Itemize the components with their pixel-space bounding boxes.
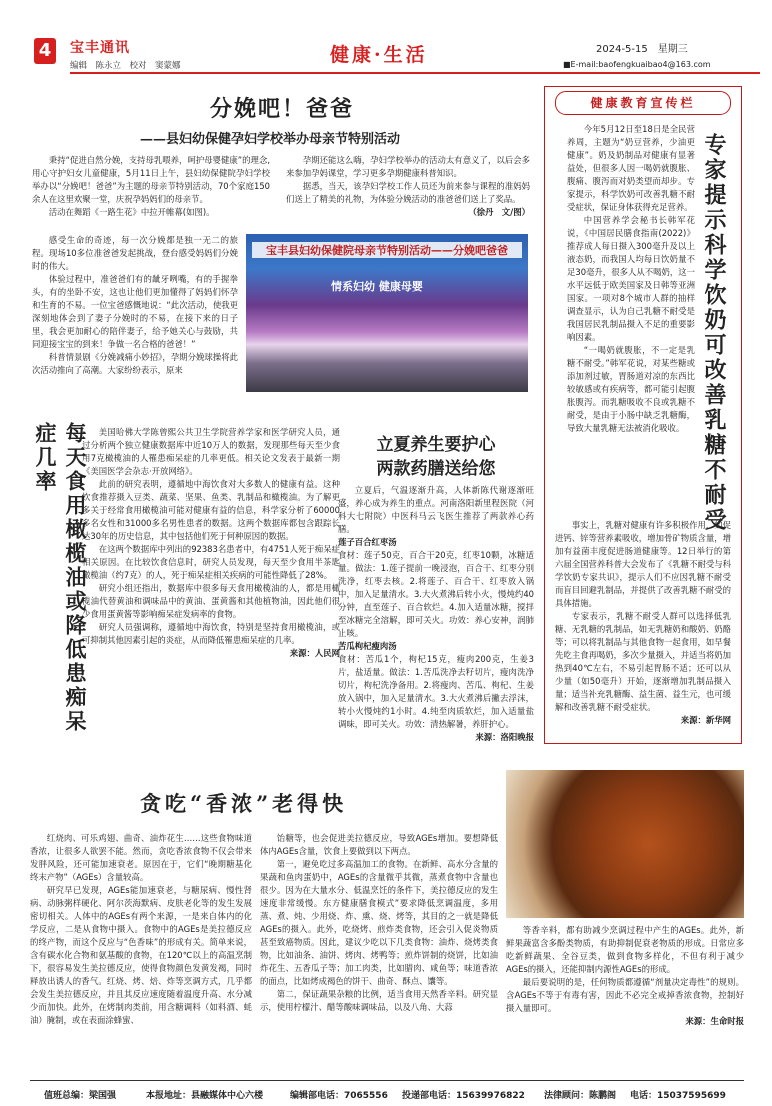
article-childbirth — [30, 84, 534, 414]
paragraph: 孕期还能这么嗨，孕妇学校举办的活动太有意义了，以后会多来参加孕妈课堂，学习更多孕期健康科普知识。 — [286, 155, 530, 178]
article4-title: 贪吃“香浓”老得快 — [140, 791, 348, 816]
paragraph: 秉持“促进自然分娩，支持母乳喂养，呵护母婴健康”的理念,用心守护妇女儿童健康，5月11日上午，县妇幼保健院孕妇学校举办以“分娩吧！爸爸”为主题的母亲节特别活动，70个家庭150余人在这里欢聚一堂，庆祝孕妈妈们的母亲节。 — [32, 155, 270, 204]
paragraph: 专家表示，乳糖不耐受人群可以选择低乳糖、无乳糖的乳制品，如无乳糖奶和酸奶、奶酪等；可以将乳制品与其他食物一起食用，如早餐先吃主食再喝奶，多次少量摄入，并适当将奶加热到40℃左右，不易引起胃肠不适；还可以从少量（如50毫升）开始，逐渐增加乳制品摄入量；适当补充乳糖酶、益生菌、益生元，也可缓解和改善乳糖不耐受症状。 — [555, 611, 731, 712]
paragraph: 饴糖等，也会促进美拉德反应，导致AGEs增加。要想降低体内AGEs含量，饮食上要做到以下两点。 — [260, 833, 498, 856]
sidebar-health-column — [544, 86, 742, 744]
photo-sign: 情系妇幼 健康母婴 — [331, 280, 423, 293]
paragraph: 食材：苦瓜1个，枸杞15克，瘦肉200克，生姜3片，盐适量。做法：1.苦瓜洗净去籽切片，瘦肉洗净切片，枸杞洗净备用。2.将瘦肉、苦瓜、枸杞、生姜放入锅中，加入足量清水。3.大火煮沸后撇去浮沫，转小火慢炖约1小时。4.纯至肉质软烂，加入适量盐调味，即可关火。功效：清热解暑，养肝护心。 — [338, 654, 534, 729]
sidebar-header — [555, 91, 731, 115]
section-title: 健康·生活 — [330, 44, 428, 66]
editors: 编辑 陈永立 校对 窦蒙娜 — [70, 61, 181, 71]
page-header — [0, 0, 772, 74]
sidebar-source: 来源：新华网 — [680, 715, 731, 725]
recipe1-name: 莲子百合红枣汤 — [338, 537, 397, 547]
paragraph: 第二，保证蔬果杂粮的比例，适当食用天然香辛料。研究显示，使用柠檬汁、醋等酸味调味品，以及八角、大蒜 — [260, 989, 498, 1012]
article3-title-line2: 两款药膳送给您 — [376, 459, 496, 479]
recipe2-name: 苦瓜枸杞瘦肉汤 — [338, 641, 397, 651]
paragraph: 感受生命的奇迹，每一次分娩都是独一无二的旅程。现场10多位准爸爸发起挑战，登台感受妈妈们分娩时的伟大。 — [32, 235, 238, 271]
page-footer — [0, 1080, 772, 1106]
sidebar-header-text: 健康教育宣传栏 — [590, 96, 696, 110]
paragraph: 研究人员强调称，遵循地中海饮食，特别是坚持食用橄榄油，或可抑制其他因素引起的炎症，从而降低罹患痴呆症的几率。 — [82, 622, 340, 645]
footer-editorial-phone: 编辑部电话：7065556 — [290, 1091, 388, 1101]
article3-source: 来源：洛阳晚报 — [475, 732, 534, 742]
paragraph: 等香辛料，都有助减少烹调过程中产生的AGEs。此外，新鲜果蔬富含多酚类物质，有助抑制促衰老物质的形成。日常应多吃新鲜蔬果、全谷豆类，做到食物多样化，不但有利于减少AGEs的摄入，还能抑制内源性AGEs的形成。 — [506, 925, 744, 974]
footer-legal-phone: 电话：15037595699 — [630, 1091, 726, 1101]
article3-title-line1: 立夏养生要护心 — [376, 435, 496, 455]
article-ages — [30, 766, 744, 1066]
article1-byline: （徐丹 文/图） — [468, 207, 530, 217]
paper-name: 宝丰通讯 — [70, 40, 130, 56]
article4-source: 来源：生命时报 — [685, 1016, 744, 1026]
paragraph: 中国营养学会秘书长韩军花说，《中国居民膳食指南(2022)》推荐成人每日摄入300毫升及以上液态奶，而我国人均每日饮奶量不足30毫升，很多人从不喝奶，这一水平远低于欧美国家及日韩等亚洲国家。一项对8个城市人群的抽样调查显示，认为自己乳糖不耐受是我国居民乳制品摄入不足的重要影响因素。 — [567, 215, 695, 342]
footer-delivery-phone: 投递部电话：15639976822 — [402, 1091, 525, 1101]
paragraph: 研究小组还指出，数据库中很多每天食用橄榄油的人，都是用橄榄油代替黄油和调味品中的黄油、蛋黄酱和其他植物油，因此他们很少食用蛋黄酱等影响痴呆症发病率的食物。 — [82, 583, 340, 619]
article2-title: 每天食用橄榄油或降低患痴呆症几率 — [33, 422, 88, 734]
paragraph: 食材：莲子50克，百合干20克，红枣10颗，冰糖适量。做法：1.莲子提前一晚浸泡，百合干、红枣分别洗净，红枣去核。2.将莲子、百合干、红枣放入锅中，加入足量清水。3.大火煮沸后转小火，慢炖约40分钟，直至莲子、百合软烂。4.加入适量冰糖，搅拌至冰糖完全溶解，即可关火。功效：养心安神，润肺止咳。 — [338, 550, 534, 638]
email: ■E-mail:baofengkuaibao4@163.com — [563, 60, 711, 69]
article4-col2 — [260, 832, 498, 1014]
header-rule — [70, 72, 760, 74]
article1-subtitle: ——县妇幼保健孕妇学校举办母亲节特别活动 — [140, 132, 401, 147]
article2-source: 来源：人民网 — [289, 648, 340, 658]
footer-rule — [30, 1080, 744, 1081]
paragraph: 最后要说明的是，任何物质都遵循“剂量决定毒性”的规则。含AGEs不等于有毒有害，因此不必完全戒掉香浓食物，控制好摄入量即可。 — [506, 977, 744, 1013]
page-number: 4 — [34, 38, 56, 64]
article-summer-diet — [338, 422, 534, 744]
paragraph: 科普情景剧《分娩减痛小妙招》，孕期分娩球操将此次活动推向了高潮。大家纷纷表示，原来 — [32, 352, 238, 375]
event-photo — [246, 234, 528, 392]
article3-body — [338, 484, 534, 744]
article2-body — [82, 426, 340, 660]
footer-legal: 法律顾问：陈鹏阁 — [544, 1091, 617, 1101]
paragraph: 此前的研究表明，遵循地中海饮食对大多数人的健康有益。这种饮食推荐摄入豆类、蔬菜、坚果、鱼类、乳制品和橄榄油。为了解更多关于经常食用橄榄油可能对健康有益的信息，科学家分析了60000多名女性和31000多名男性患者的数据。这两个数据库都包含跟踪长达30年的历史信息，其中包括他们死于何种原因的数据。 — [82, 479, 340, 541]
article4-col1 — [30, 832, 252, 1027]
paragraph: 研究早已发现，AGEs能加速衰老，与糖尿病、慢性肾病、动脉粥样硬化、阿尔茨海默病、皮肤老化等的发生发展密切相关。人体中的AGEs有两个来源，一是来自体内的化学反应，二是从食物中摄入。食物中的AGEs是美拉德反应的终产物，而这个反应与“色香味”的形成有关。简单来说，含有碳水化合物和氨基酸的食物，在120℃以上的高温烹制下，很容易发生美拉德反应，使得食物颜色发黄发褐，同时释放出诱人的香气。红烧、烤、焙、炸等烹调方式，几乎都会发生美拉德反应，并且其反应速度随着温度升高、水分减少而加快。此外，在烤制肉类前，用含糖调料（如料酒、蚝油）腌制，或在表面涂蜂蜜、 — [30, 885, 252, 1025]
paragraph: 活动在舞蹈《一路生花》中拉开帷幕(如图)。 — [48, 207, 215, 217]
article1-title: 分娩吧！爸爸 — [209, 96, 354, 122]
footer-address: 本报地址：县融媒体中心六楼 — [146, 1091, 264, 1101]
paragraph: 今年5月12日至18日是全民营养周，主题为“奶豆营养，少油更健康”。奶及奶制品对健康有显著益处，但很多人因一喝奶就腹胀、腹痛、腹泻而对奶类望而却步。专家提示，科学饮奶可改善乳糖不耐受症状，保证身体获得充足营养。 — [567, 124, 695, 212]
paragraph: 第一，避免吃过多高温加工的食物。在新鲜、高水分含量的果蔬和鱼肉蛋奶中，AGEs的含量微乎其微，蒸煮食物中含量也很少。因为在大量水分、低温烹饪的条件下，美拉德反应的发生速度非常缓慢。东方健康膳食模式”要求降低烹调温度，多用蒸、煮、炖、少用烧、炸、熏、烧、烤等，其目的之一就是降低AGEs的摄入。此外，吃烧烤、煎炸类食物，还会引入促炎物质甚至致癌物质。因此，建议少吃以下几类食物：油炸、烧烤类食物，比如油条、油饼、烤肉、烤鸭等；煎炸饼制的烧饼，比如油炸花生、五香瓜子等；加工肉类，比如腊肉、咸鱼等；味道香浓的面点，比如烤成褐色的饼干、曲奇、酥点、馕等。 — [260, 859, 498, 986]
article1-col2 — [286, 154, 530, 219]
paragraph: 体验过程中，准爸爸们有的龇牙咧嘴，有的手握拳头，有的坐卧不安，这也让他们更加懂得了妈妈们怀孕和生育的不易。一位宝爸感慨地说：“此次活动，使我更深刻地体会到了妻子分娩时的不易，在接下来的日子里，我会更加耐心的陪伴妻子，给予她关心与鼓励，共同迎接宝宝的到来！争做一名合格的爸爸！” — [32, 274, 238, 349]
issue-date: 2024-5-15 星期三 — [596, 44, 688, 55]
paragraph: 红烧肉、可乐鸡翅、曲奇、油炸花生……这些食物味道香浓，让很多人欲罢不能。然而，贪吃香浓食物不仅会带来发胖风险，还可能加速衰老。原因在于，它们“晚期糖基化终末产物”（AGEs）含量较高。 — [30, 833, 252, 882]
paragraph: 在这两个数据库中列出的92383名患者中，有4751人死于痴呆症相关原因。在比较饮食信息时，研究人员发现，每天至少食用半茶匙橄榄油（约7克）的人，死于痴呆症相关疾病的可能性降低了28%。 — [82, 544, 340, 580]
article1-col1b — [32, 234, 238, 377]
sidebar-body2 — [555, 519, 731, 727]
sidebar-body — [567, 123, 695, 435]
photo-banner: 宝丰县妇幼保健院母亲节特别活动——分娩吧爸爸 — [252, 242, 522, 258]
paragraph: 美国哈佛大学陈曾熙公共卫生学院营养学家和医学研究人员，通过分析两个独立健康数据库中近10万人的数据，发现那些每天至少食用7克橄榄油的人罹患痴呆症的几率更低。相关论文发表于最新一期《美国医学会杂志·开放网络》。 — [82, 427, 340, 476]
paragraph: 事实上，乳糖对健康有许多积极作用，如促进钙、锌等营养素吸收，增加骨矿物质含量，增加有益菌丰度促进肠道健康等。12日举行的第六届全国营养科普大会发布了《乳糖不耐受与科学饮奶专家共识》，提示人们不应因乳糖不耐受而盲目回避乳制品，并提供了改善乳糖不耐受的具体措施。 — [555, 520, 731, 608]
paragraph: 立夏后，气温逐渐升高，人体新陈代谢逐渐旺盛，养心成为养生的重点。河南洛阳新里程医院（河科大七附院）中医科马云飞医生推荐了两款养心药膳。 — [338, 485, 534, 534]
footer-chief-editor: 值班总编：梁国强 — [44, 1091, 117, 1101]
article1-col1 — [32, 154, 270, 219]
paragraph: 据悉，当天，该孕妇学校工作人员还为前来参与课程的准妈妈们送上了精美的礼物，为体验分娩活动的准爸爸们送上了奖品。 — [286, 181, 530, 204]
article4-col3 — [506, 924, 744, 1028]
chicken-wings-photo — [506, 770, 744, 918]
sidebar-title: 专家提示科学饮奶可改善乳糖不耐受 — [701, 133, 727, 533]
article-olive-oil — [30, 422, 342, 744]
paragraph: “一喝奶就腹胀，不一定是乳糖不耐受。”韩军花说，对某些糖或添加剂过敏，胃肠道对凉的东西比较敏感或有疾病等，都可能引起腹胀腹泻。而乳糖吸收不良或乳糖不耐受，是由于小肠中缺乏乳糖酶，导致大量乳糖无法被消化吸收。 — [567, 345, 695, 433]
